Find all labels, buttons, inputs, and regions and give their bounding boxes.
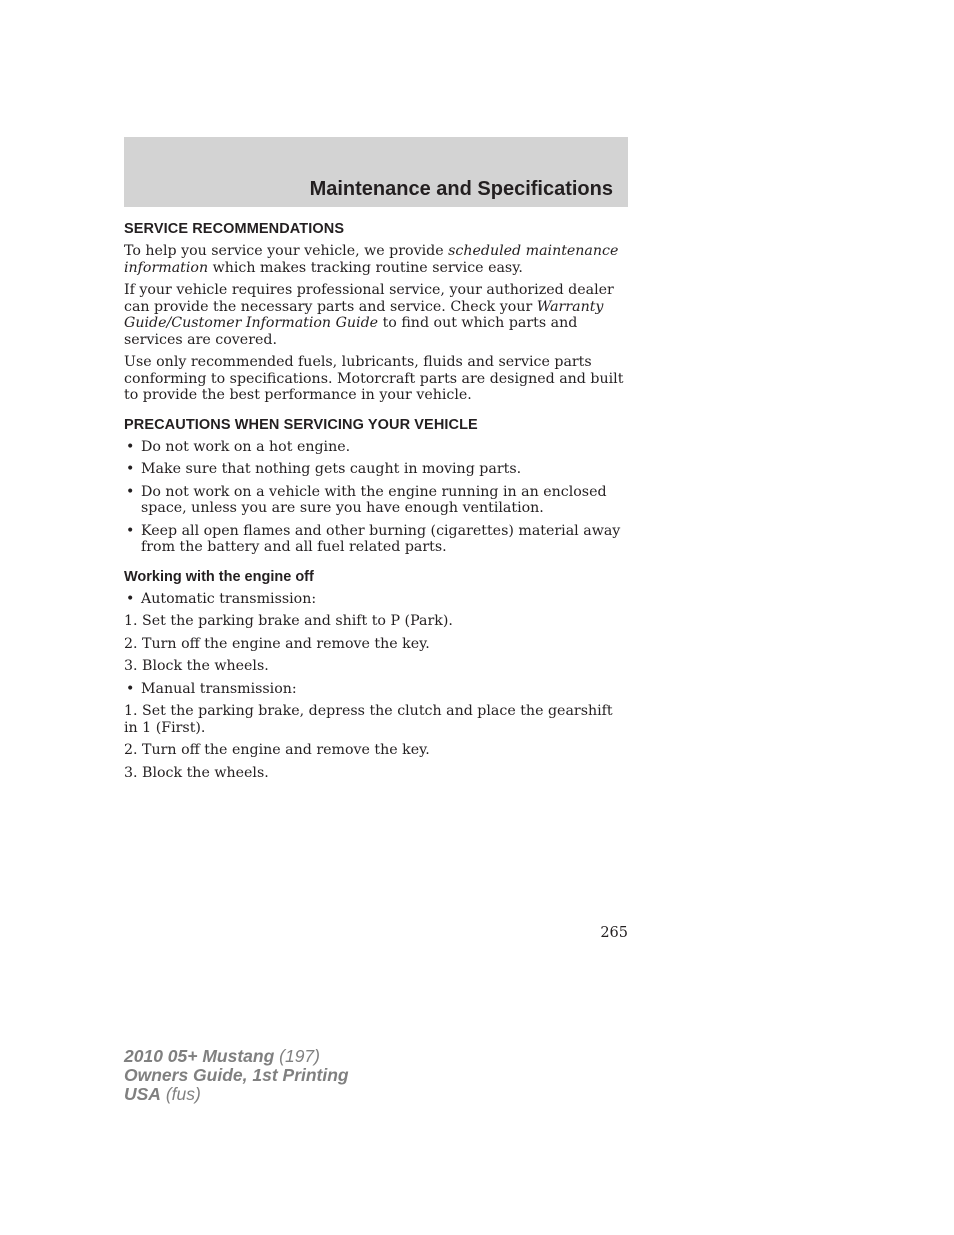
- step-item: 2. Turn off the engine and remove the key.: [124, 742, 430, 758]
- bullet-icon: •: [126, 461, 135, 477]
- precautions-heading: PRECAUTIONS WHEN SERVICING YOUR VEHICLE: [124, 416, 478, 433]
- list-item: • Make sure that nothing gets caught in moving parts.: [126, 461, 522, 477]
- manual-list: [124, 681, 624, 698]
- service-paragraph-2: If your vehicle requires professional service, your authorized dealer can provide the necessary parts and service. Check your Warranty Guide/Customer Information Guide to find out which parts and services are covered.: [124, 282, 614, 348]
- bullet-icon: •: [126, 680, 135, 697]
- step-item: 3. Block the wheels.: [124, 658, 269, 674]
- precautions-list: [124, 439, 624, 556]
- list-item: • Automatic transmission:: [126, 590, 317, 607]
- bullet-icon: •: [126, 438, 135, 455]
- step-item: 3. Block the wheels.: [124, 764, 269, 781]
- service-paragraph-1: To help you service your vehicle, we provide scheduled maintenance information which makes tracking routine service easy.: [124, 243, 619, 276]
- list-item: • Do not work on a hot engine.: [126, 438, 351, 455]
- service-recommendations-heading: SERVICE RECOMMENDATIONS: [124, 221, 345, 237]
- automatic-steps: [124, 613, 624, 675]
- document-footer: [124, 1047, 349, 1104]
- bullet-icon: •: [126, 522, 135, 539]
- footer-line-2: Owners Guide, 1st Printing: [124, 1065, 349, 1085]
- footer-line-1: 2010 05+ Mustang (197): [124, 1046, 320, 1066]
- list-item: • Manual transmission:: [126, 680, 297, 697]
- engine-off-heading: Working with the engine off: [124, 568, 314, 585]
- manual-steps: [124, 703, 624, 781]
- service-paragraph-3: Use only recommended fuels, lubricants, fluids and service parts conforming to specifications. Motorcraft parts are designed and built to provide the best performance in your vehicle.: [124, 354, 624, 403]
- bullet-icon: •: [126, 483, 135, 500]
- page-content: [124, 220, 624, 787]
- page-number: 265: [600, 925, 628, 941]
- step-item: 1. Set the parking brake and shift to P (Park).: [124, 613, 453, 629]
- footer-line-3: USA (fus): [124, 1084, 201, 1104]
- step-item: 2. Turn off the engine and remove the key.: [124, 635, 430, 652]
- automatic-list: [124, 591, 624, 608]
- bullet-icon: •: [126, 590, 135, 607]
- section-title: Maintenance and Specifications: [309, 178, 613, 200]
- list-item: • Do not work on a vehicle with the engine running in an enclosed space, unless you are sure you have enough ventilation.: [126, 483, 607, 516]
- step-item: 1. Set the parking brake, depress the clutch and place the gearshift in 1 (First).: [124, 703, 613, 736]
- section-header-band: [124, 137, 628, 207]
- list-item: • Keep all open flames and other burning (cigarettes) material away from the battery and all fuel related parts.: [126, 522, 621, 555]
